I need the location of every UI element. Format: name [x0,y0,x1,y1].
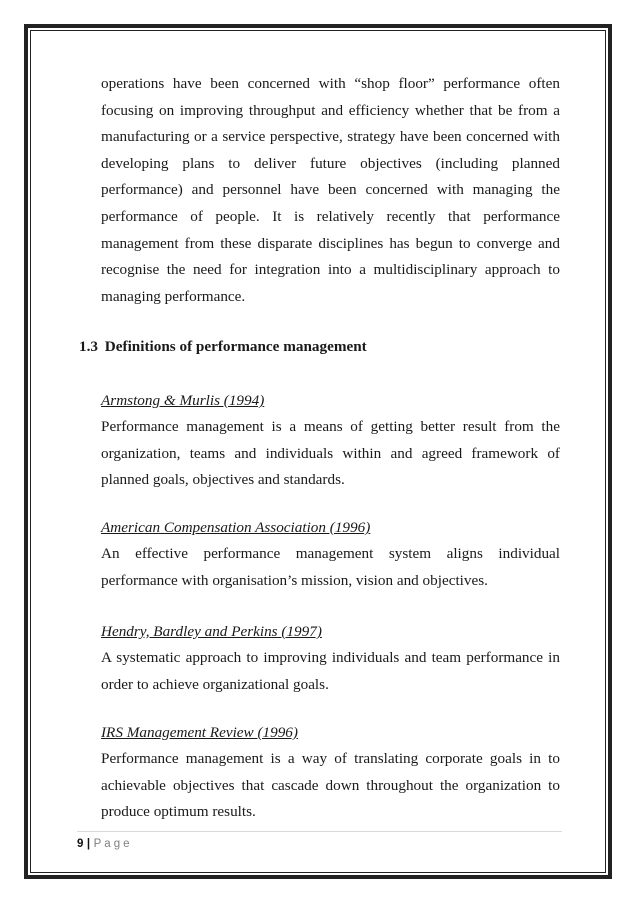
definition-text: Performance management is a way of translating corporate goals in to achievable objectives that cascade down throughout the organization to produce optimum results. [101,750,560,821]
footer-separator: | [86,838,91,850]
page-number: 9 [77,838,84,850]
definition-item [101,619,560,698]
definition-item [101,515,560,594]
definition-item [101,720,560,826]
footer-rule [77,831,562,832]
definition-text: An effective performance management system aligns individual performance with organisation’s mission, vision and objectives. [101,545,560,589]
section-title: Definitions of performance management [104,338,367,355]
intro-block [101,71,560,310]
definition-text: Performance management is a means of getting better result from the organization, teams and individuals within and agreed framework of planned goals, objectives and standards. [101,418,560,489]
page-word: Page [93,838,133,850]
definition-item [101,388,560,494]
definition-source: IRS Management Review (1996) [101,724,298,741]
definition-text: A systematic approach to improving individuals and team performance in order to achieve organizational goals. [101,649,560,693]
intro-paragraph: operations have been concerned with “shop floor” performance often focusing on improving throughput and efficiency whether that be from a manufacturing or a service perspective, strategy have been concerned with developing plans to deliver future objectives (including planned performance) and personnel have been concerned with managing the performance of people. It is relatively recently that performance management from these disparate disciplines has begun to converge and recognise the need for integration into a multidisciplinary approach to managing performance. [101,75,560,305]
definition-source: American Compensation Association (1996) [101,519,371,536]
section-number: 1.3 [79,338,98,355]
page-footer [77,838,132,850]
definition-source: Hendry, Bardley and Perkins (1997) [101,623,322,640]
section-heading [79,334,367,360]
definition-source: Armstong & Murlis (1994) [101,392,265,409]
